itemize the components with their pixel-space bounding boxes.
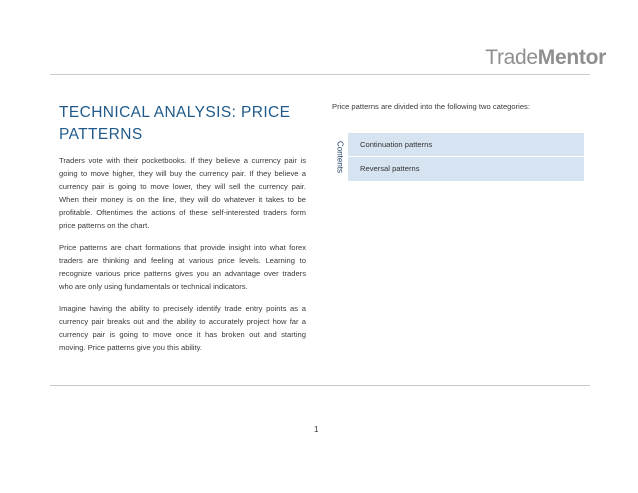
top-divider [50, 74, 590, 75]
contents-list [348, 133, 584, 181]
contents-box [332, 133, 584, 181]
contents-label: Contents [335, 140, 345, 174]
contents-tab [332, 133, 348, 181]
paragraph-1: Traders vote with their pocketbooks. If they believe a currency pair is going to move higher, they will buy the currency pair. If they believe a currency pair is going to move lower, they will sell the currency pair. When their money is on the line, they will do whatever it takes to be profitable. Oftentimes the actions of these self-interested traders form price patterns on the chart. [59, 156, 306, 230]
page-title: TECHNICAL ANALYSIS: PRICE PATTERNS [59, 104, 291, 143]
paragraph-3: Imagine having the ability to precisely identify trade entry points as a currency pair breaks out and the ability to accurately project how far a currency pair is going to move once it has broken out and starting moving. Price patterns give you this ability. [59, 304, 306, 352]
logo-trade-text: Trade [485, 46, 538, 69]
paragraph-2: Price patterns are chart formations that provide insight into what forex traders are thinking and feeling at various price levels. Learning to recognize various price patterns gives you an advantage over traders who are only using fundamentals or technical indicators. [59, 243, 306, 291]
logo-mentor-text: Mentor [537, 46, 606, 69]
page-number: 1 [314, 425, 319, 434]
categories-intro: Price patterns are divided into the following two categories: [332, 102, 530, 111]
main-article [59, 102, 306, 363]
bottom-divider [50, 385, 590, 386]
contents-item-continuation[interactable]: Continuation patterns [360, 140, 433, 149]
contents-item-reversal[interactable]: Reversal patterns [348, 156, 584, 180]
tradementor-logo [485, 46, 606, 70]
